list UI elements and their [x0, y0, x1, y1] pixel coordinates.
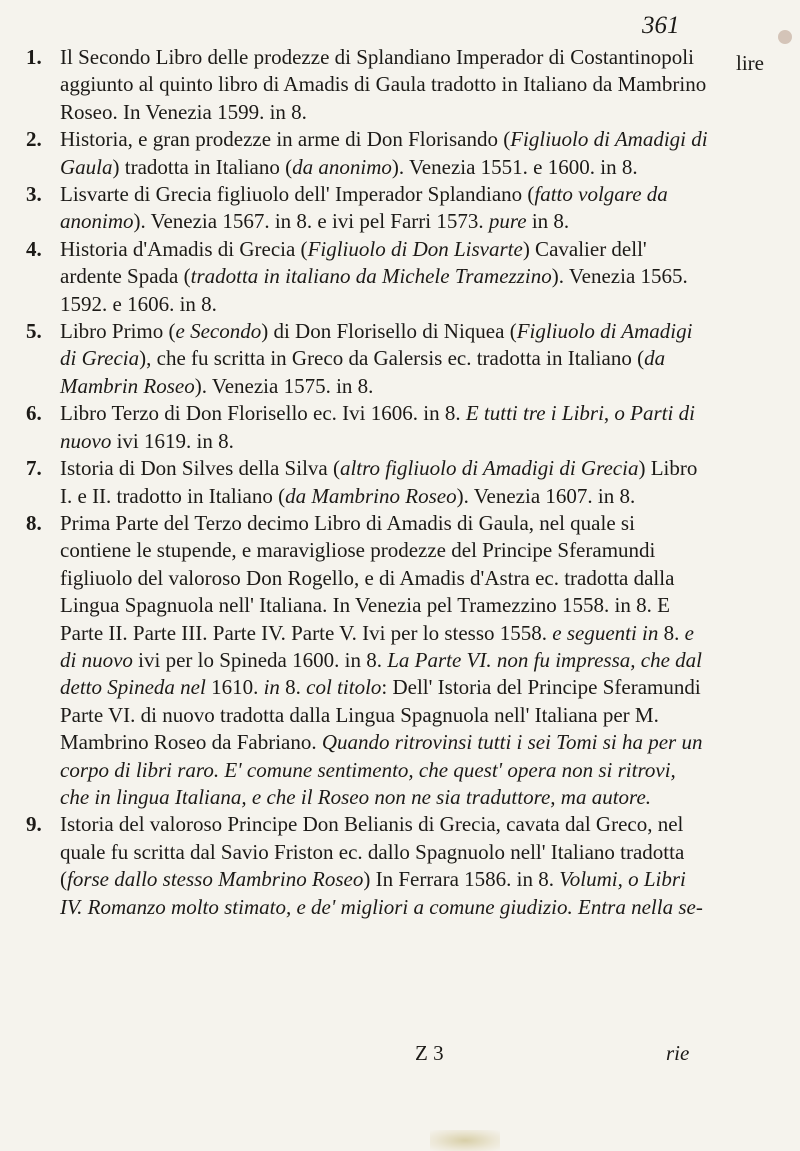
margin-note: lire — [736, 51, 764, 75]
entry-number: 2. — [26, 127, 42, 152]
paper-stain — [778, 30, 792, 44]
catalog-entry-6 — [0, 400, 710, 455]
entry-number: 1. — [26, 45, 42, 69]
entry-number: 6. — [26, 401, 42, 426]
entry-text: Il Secondo Libro delle prodezze di Splandiano Imperador di Costantinopoli aggiunto al quinto libro di Amadis di Gaula tradotto in Italiano da Mambrino Roseo. In Venezia 1599. in 8. — [60, 45, 707, 124]
entry-number: 8. — [26, 510, 42, 535]
entry-text: Prima Parte del Terzo decimo Libro di Amadis di Gaula, nel quale si contiene le stupende, e maravigliose prodezze del Principe Sferamundi figliuolo del valoroso Don Rogello, e di Amadis d'Astra ec. tradotta dalla Lingua Spagnuola nell' Italiana. In Venezia pel Tramezzino 1558. in 8. E Parte II. Parte III. Parte IV. Parte V. Ivi per lo stesso 1558. e seguenti in 8. e di nuovo ivi per lo Spineda 1600. in 8. La Parte VI. non fu impressa, che dal detto Spineda nel 1610. in 8. col titolo: Dell' Istoria del Principe Sferamundi Parte VI. di nuovo tradotta dalla Lingua Spagnuola nell' Italiana per M. Mambrino Roseo da Fabriano. Quando ritrovinsi tutti i sei Tomi si ha per un corpo di libri raro. E' comune sentimento, che quest' opera non si ritrovi, che in lingua Italiana, e che il Roseo non ne sia traduttore, ma autore. — [60, 510, 703, 809]
paper-stain-bottom — [430, 1130, 500, 1151]
catalog-entry-7 — [0, 455, 710, 510]
catalog-entry-4 — [0, 236, 710, 318]
catalog-entries — [0, 44, 710, 921]
entry-text: Istoria di Don Silves della Silva (altro figliuolo di Amadigi di Grecia) Libro I. e II. tradotto in Italiano (da Mambrino Roseo). Venezia 1607. in 8. — [60, 456, 698, 508]
entry-text: Istoria del valoroso Principe Don Belianis di Grecia, cavata dal Greco, nel quale fu scritta dal Savio Friston ec. dallo Spagnuolo nell' Italiano tradotta (forse dallo stesso Mambrino Roseo) In Ferrara 1586. in 8. Volumi, o Libri IV. Romanzo molto stimato, e de' migliori a comune giudizio. Entra nella se- — [60, 812, 703, 919]
page-number: 361 — [642, 12, 680, 39]
entry-number: 5. — [26, 319, 42, 344]
entry-text: Historia d'Amadis di Grecia (Figliuolo di Don Lisvarte) Cavalier dell' ardente Spada (tradotta in italiano da Michele Tramezzino). Venezia 1565. 1592. e 1606. in 8. — [60, 236, 688, 316]
catalog-entry-8 — [0, 510, 710, 811]
catchword: rie — [666, 1041, 690, 1065]
catalog-entry-3 — [0, 181, 710, 236]
catalog-entry-2 — [0, 126, 710, 181]
catalog-entry-5 — [0, 318, 710, 400]
entry-text: Libro Terzo di Don Florisello ec. Ivi 1606. in 8. E tutti tre i Libri, o Parti di nuovo ivi 1619. in 8. — [60, 401, 695, 453]
signature-mark: Z 3 — [415, 1041, 444, 1065]
catalog-entry-9 — [0, 811, 710, 921]
entry-text: Lisvarte di Grecia figliuolo dell' Imperador Splandiano (fatto volgare da anonimo). Venezia 1567. in 8. e ivi pel Farri 1573. pure in 8. — [60, 182, 668, 234]
entry-number: 3. — [26, 182, 42, 207]
entry-text: Libro Primo (e Secondo) di Don Florisello di Niquea (Figliuolo di Amadigi di Grecia), che fu scritta in Greco da Galersis ec. tradotta in Italiano (da Mambrin Roseo). Venezia 1575. in 8. — [60, 319, 693, 398]
entry-number: 7. — [26, 456, 42, 481]
entry-number: 9. — [26, 812, 42, 837]
catalog-entry-1 — [0, 44, 710, 126]
entry-text: Historia, e gran prodezze in arme di Don Florisando (Figliuolo di Amadigi di Gaula) tradotta in Italiano (da anonimo). Venezia 1551. e 1600. in 8. — [60, 127, 708, 179]
entry-number: 4. — [26, 236, 42, 261]
